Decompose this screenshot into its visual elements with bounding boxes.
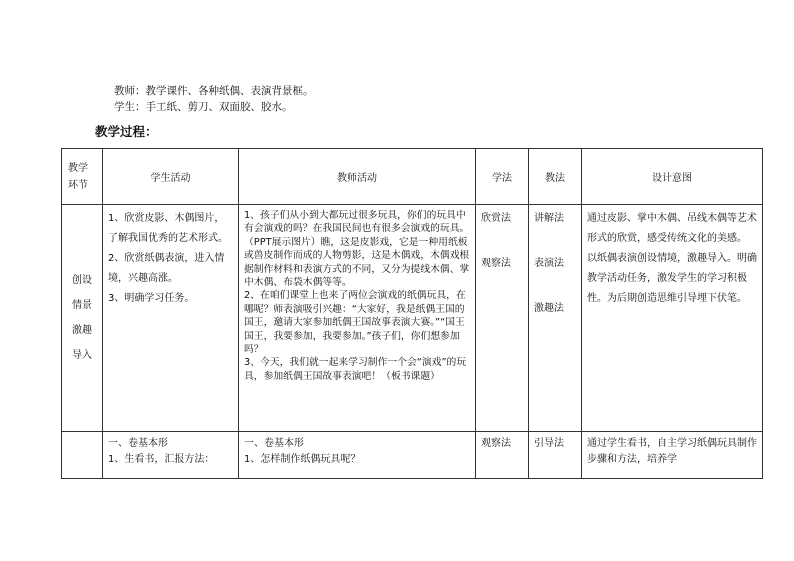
design-intent-cell: 通过学生看书，自主学习纸偶玩具制作步骤和方法，培养学	[582, 432, 763, 479]
study-method-cell	[476, 205, 529, 432]
study-method-item: 观察法	[481, 258, 511, 269]
header-teach-method: 教法	[529, 149, 582, 205]
table-row	[62, 432, 763, 479]
teach-method-item: 激趣法	[534, 303, 564, 314]
lesson-process-table	[61, 148, 763, 479]
teach-method-cell	[529, 205, 582, 432]
teach-method-cell: 引导法	[529, 432, 582, 479]
stage-cell: 创设 情景 激趣 导入	[62, 205, 103, 432]
table-row	[62, 205, 763, 432]
teach-method-item: 表演法	[534, 258, 564, 269]
teacher-activity-cell: 一、卷基本形 1、怎样制作纸偶玩具呢？	[239, 432, 476, 479]
section-title: 教学过程：	[95, 124, 158, 139]
header-design-intent: 设计意图	[582, 149, 763, 205]
design-intent-cell: 通过皮影、掌中木偶、吊线木偶等艺术形式的欣赏，感受传统文化的美感。 以纸偶表演创设情境，激趣导入。明确教学活动任务，激发学生的学习积极性。为后期创造思维引导埋下伏笔。	[582, 205, 763, 432]
header-stage: 教学 环节	[62, 149, 103, 205]
student-activity-cell: 一、卷基本形 1、生看书，汇报方法：	[103, 432, 239, 479]
study-method-item: 欣赏法	[481, 213, 511, 224]
materials-student-line: 学生：手工纸、剪刀、双面胶、胶水。	[114, 101, 293, 113]
teacher-activity-cell: 1、孩子们从小到大都玩过很多玩具，你们的玩具中有会演戏的吗？在我国民间也有很多会演戏的玩具。（PPT展示图片）瞧，这是皮影戏，它是一种用纸板或兽皮制作而成的人物剪影，这是木偶戏，木偶戏根据制作材料和表演方式的不同，又分为提线木偶、掌中木偶、布袋木偶等等。 2、在咱们课堂上也来了两位会演戏的纸偶玩具，在哪呢？师表演吸引兴趣：“大家好，我是纸偶王国的国王，邀请大家参加纸偶王国故事表演大赛。”“国王国王，我要参加，我要参加。”孩子们，你们想参加吗？ 3、今天，我们就一起来学习制作一个会“演戏”的玩具，参加纸偶王国故事表演吧！（板书课题）	[239, 205, 476, 432]
materials-teacher-line: 教师：教学课件、各种纸偶、表演背景框。	[114, 85, 314, 97]
teach-method-item: 讲解法	[534, 213, 564, 224]
stage-cell	[62, 432, 103, 479]
header-student-activity: 学生活动	[103, 149, 239, 205]
header-teacher-activity: 教师活动	[239, 149, 476, 205]
table-header-row	[62, 149, 763, 205]
study-method-cell: 观察法	[476, 432, 529, 479]
header-study-method: 学法	[476, 149, 529, 205]
student-activity-cell: 1、欣赏皮影、木偶图片，了解我国优秀的艺术形式。 2、欣赏纸偶表演，进入情境，兴趣高涨。 3、明确学习任务。	[103, 205, 239, 432]
